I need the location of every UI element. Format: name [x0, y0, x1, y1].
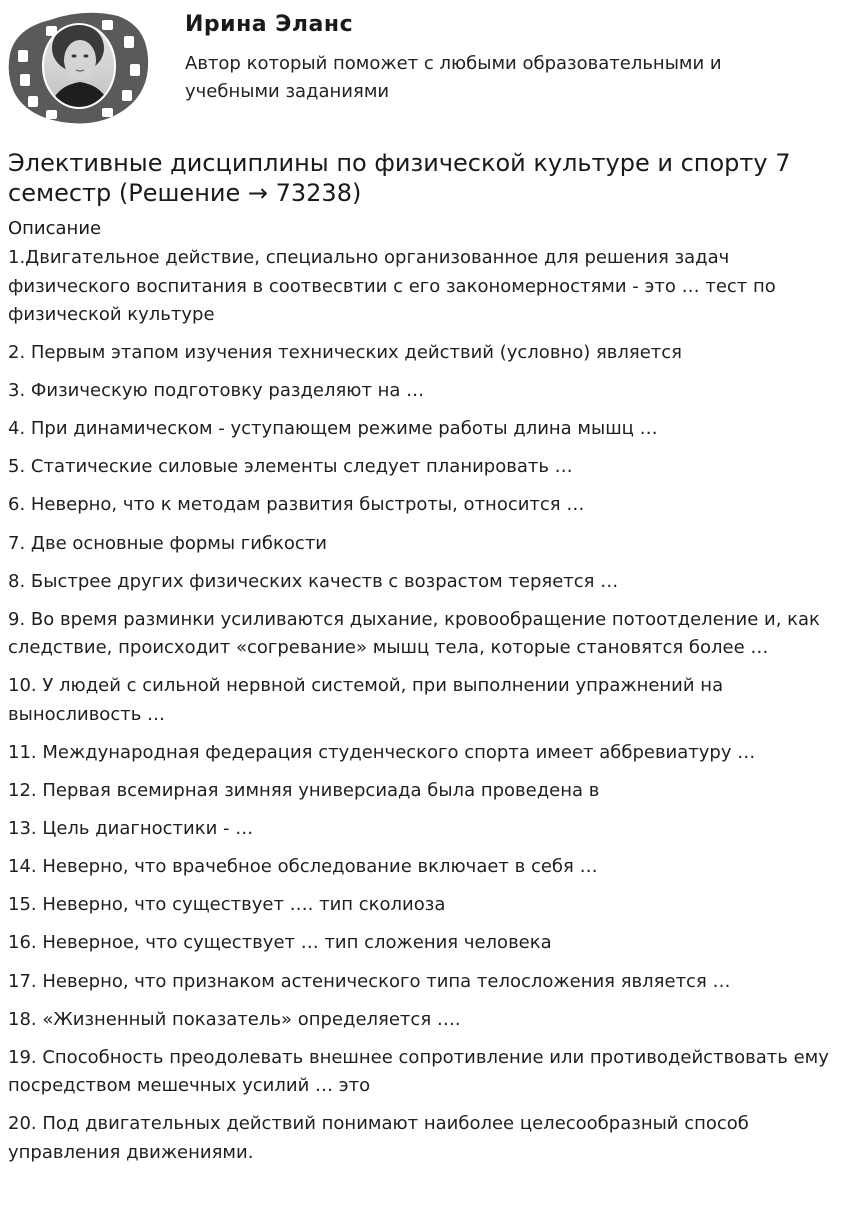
question-item: 4. При динамическом - уступающем режиме работы длина мышц … [8, 418, 658, 440]
author-name[interactable]: Ирина Эланс [185, 12, 354, 37]
author-description: Автор который поможет с любыми образовательными и учебными заданиями [185, 53, 722, 102]
question-item: 8. Быстрее других физических качеств с возрастом теряется … [8, 570, 619, 592]
description-label: Описание [8, 218, 102, 239]
question-item: 5. Статические силовые элементы следует планировать … [8, 456, 573, 478]
question-item: 3. Физическую подготовку разделяют на … [8, 380, 425, 402]
question-item: 14. Неверно, что врачебное обследование включает в себя … [8, 856, 598, 878]
question-list [8, 244, 840, 1167]
page-title: Элективные дисциплины по физической культуре и спорту 7 семестр (Решение → 73238) [8, 149, 791, 207]
question-item: 2. Первым этапом изучения технических действий (условно) является [8, 342, 683, 364]
question-item: 1.Двигательное действие, специально организованное для решения задач физического воспитания в соотвесвтии с его закономерностями - это … тест по физической культуре [8, 247, 776, 325]
question-item: 6. Неверно, что к методам развития быстроты, относится … [8, 494, 585, 516]
question-item: 10. У людей с сильной нервной системой, при выполнении упражнений на выносливость … [8, 675, 724, 725]
author-header [0, 0, 847, 140]
question-item: 13. Цель диагностики - … [8, 818, 254, 840]
question-item: 7. Две основные формы гибкости [8, 532, 327, 554]
question-item: 20. Под двигательных действий понимают наиболее целесообразный способ управления движениями. [8, 1113, 749, 1163]
question-item: 16. Неверное, что существует … тип сложения человека [8, 932, 552, 954]
question-item: 15. Неверно, что существует …. тип сколиоза [8, 894, 446, 916]
question-item: 17. Неверно, что признаком астенического типа телосложения является … [8, 970, 731, 992]
question-item: 12. Первая всемирная зимняя универсиада была проведена в [8, 780, 600, 802]
question-item: 9. Во время разминки усиливаются дыхание, кровообращение потоотделение и, как следствие, происходит «согревание» мышц тела, которые становятся более … [8, 608, 820, 659]
question-item: 19. Способность преодолевать внешнее сопротивление или противодействовать ему посредством мешечных усилий … это [8, 1046, 829, 1097]
description-section [8, 216, 840, 1177]
question-item: 18. «Жизненный показатель» определяется …. [8, 1008, 461, 1030]
question-item: 11. Международная федерация студенческого спорта имеет аббревиатуру … [8, 741, 756, 763]
author-avatar[interactable] [6, 6, 152, 128]
